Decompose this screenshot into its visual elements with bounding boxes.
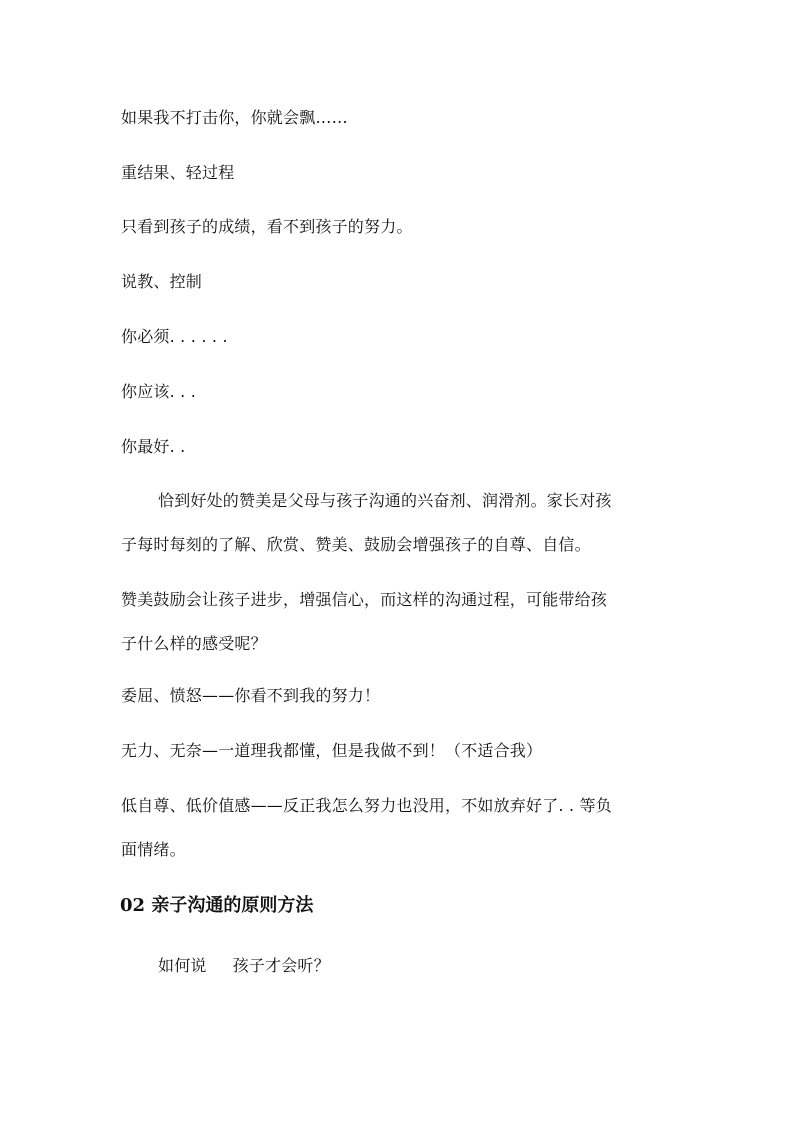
- text-line-6: 你应该. . .: [121, 382, 197, 401]
- question-part-1: 如何说: [158, 956, 207, 975]
- text-line-7: 你最好. .: [121, 437, 186, 456]
- section-heading: 02 亲子沟通的原则方法: [120, 895, 314, 916]
- question-part-2: 孩子才会听？: [232, 956, 330, 975]
- text-line-8: 委屈、愤怒——你看不到我的努力！: [121, 686, 381, 705]
- text-line-2: 重结果、轻过程: [121, 163, 235, 182]
- text-line-3: 只看到孩子的成绩，看不到孩子的努力。: [121, 217, 413, 236]
- text-line-4: 说教、控制: [121, 272, 203, 291]
- text-line-1: 如果我不打击你，你就会飘……: [121, 108, 348, 127]
- text-line-9: 无力、无奈—一道理我都懂，但是我做不到！（不适合我）: [121, 741, 543, 760]
- paragraph-line-5: 低自尊、低价值感——反正我怎么努力也没用，不如放弃好了. . 等负: [121, 796, 612, 815]
- paragraph-line-1: 恰到好处的赞美是父母与孩子沟通的兴奋剂、润滑剂。家长对孩: [158, 491, 612, 510]
- text-line-5: 你必须. . . . . .: [121, 327, 228, 346]
- paragraph-line-3: 赞美鼓励会让孩子进步，增强信心，而这样的沟通过程，可能带给孩: [121, 590, 608, 609]
- paragraph-line-6: 面情绪。: [121, 840, 186, 859]
- paragraph-line-4: 子什么样的感受呢？: [121, 634, 267, 653]
- paragraph-line-2: 子每时每刻的了解、欣赏、赞美、鼓励会增强孩子的自尊、自信。: [121, 535, 591, 554]
- question-line: [158, 955, 330, 977]
